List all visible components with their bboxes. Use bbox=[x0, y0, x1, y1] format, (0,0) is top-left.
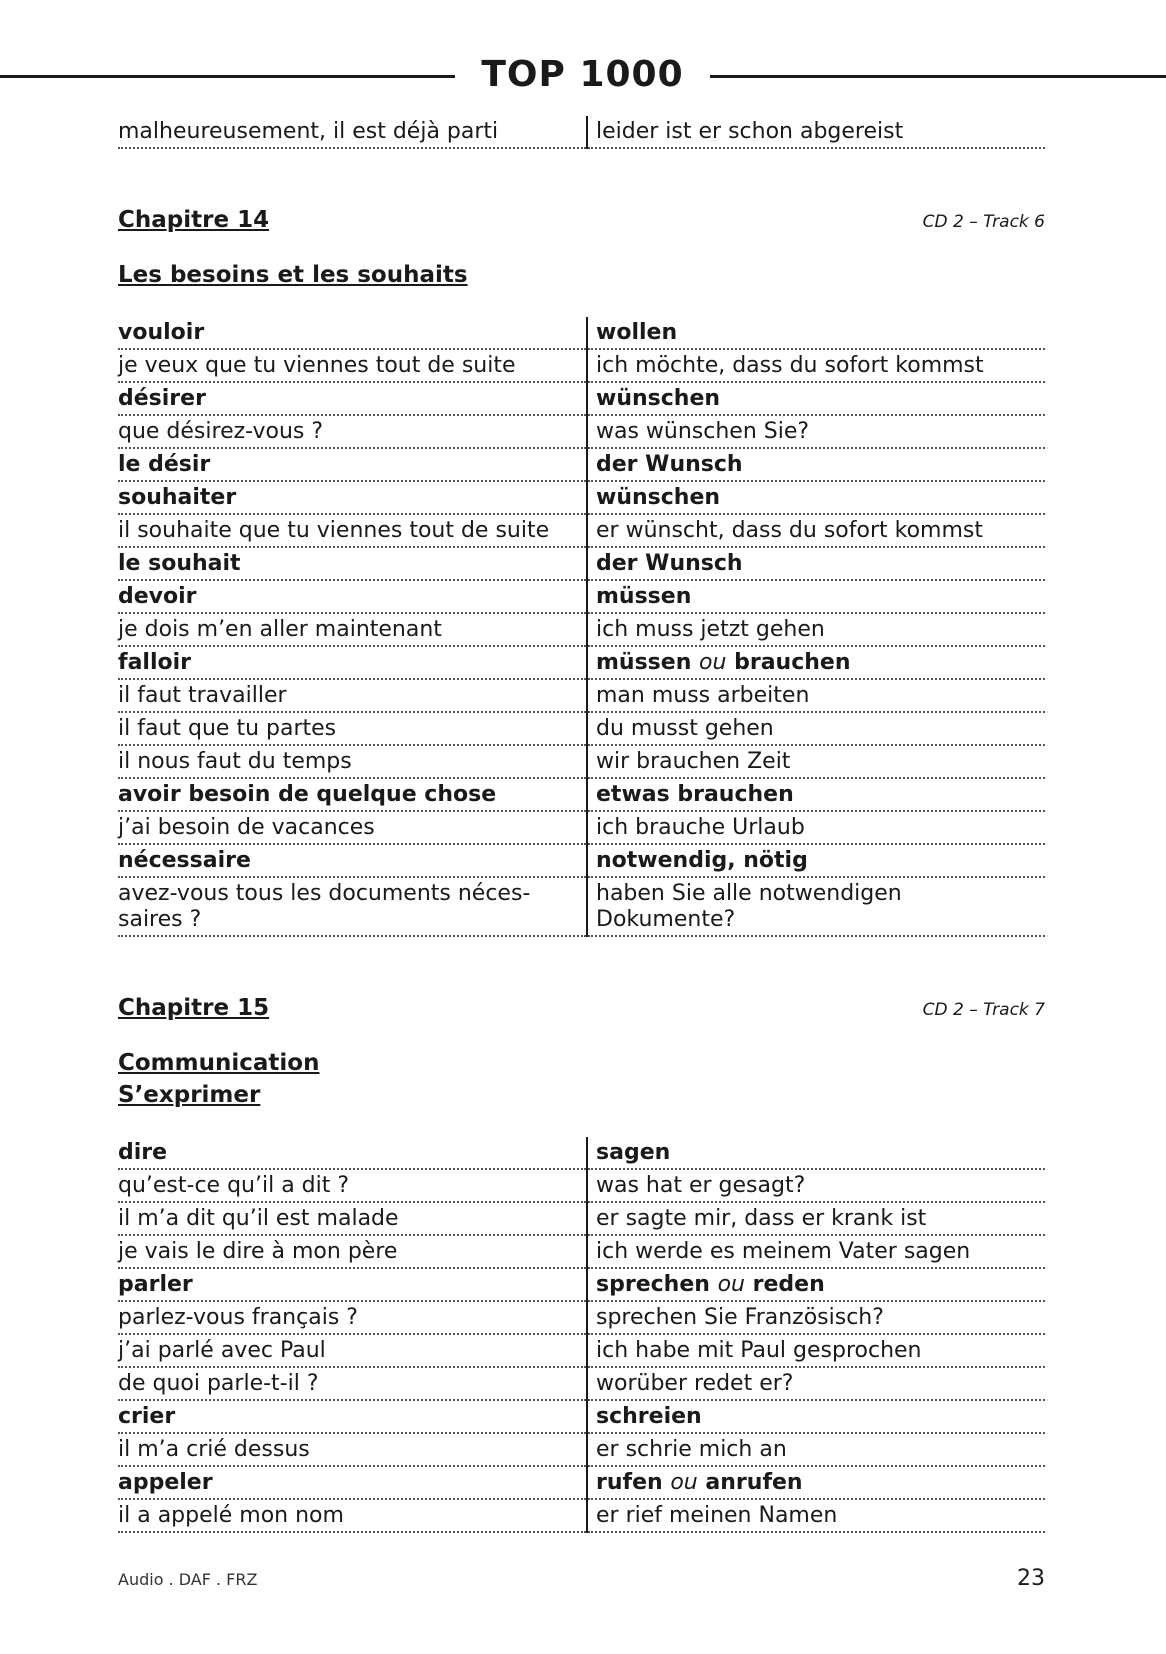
vocab-row bbox=[118, 712, 1045, 745]
chapter-15-title: Communication bbox=[118, 1050, 320, 1076]
french-term: crier bbox=[118, 1400, 587, 1433]
vocab-table-intro bbox=[118, 116, 1045, 149]
french-term: je dois m’en aller maintenant bbox=[118, 613, 587, 646]
french-term: le souhait bbox=[118, 547, 587, 580]
german-term: schreien bbox=[587, 1400, 1045, 1433]
vocab-row bbox=[118, 514, 1045, 547]
german-term: er wünscht, dass du sofort kommst bbox=[587, 514, 1045, 547]
french-term: il faut que tu partes bbox=[118, 712, 587, 745]
french-term: il m’a crié dessus bbox=[118, 1433, 587, 1466]
vocab-row bbox=[118, 1235, 1045, 1268]
german-term: du musst gehen bbox=[587, 712, 1045, 745]
german-word: müssen bbox=[596, 650, 692, 675]
german-term: was hat er gesagt? bbox=[587, 1169, 1045, 1202]
french-term: parlez-vous français ? bbox=[118, 1301, 587, 1334]
french-term: je veux que tu viennes tout de suite bbox=[118, 349, 587, 382]
vocab-row bbox=[118, 1367, 1045, 1400]
french-term: j’ai parlé avec Paul bbox=[118, 1334, 587, 1367]
french-term: appeler bbox=[118, 1466, 587, 1499]
vocab-row bbox=[118, 1202, 1045, 1235]
vocab-row bbox=[118, 1169, 1045, 1202]
french-term: avez-vous tous les documents néces-saires ? bbox=[118, 877, 587, 936]
french-term: il souhaite que tu viennes tout de suite bbox=[118, 514, 587, 547]
vocab-row bbox=[118, 1301, 1045, 1334]
german-term: wollen bbox=[587, 317, 1045, 349]
german-term: man muss arbeiten bbox=[587, 679, 1045, 712]
german-term: sprechen Sie Französisch? bbox=[587, 1301, 1045, 1334]
vocab-table-chapter-14 bbox=[118, 317, 1045, 937]
french-term: vouloir bbox=[118, 317, 587, 349]
german-term: haben Sie alle notwendigen Dokumente? bbox=[587, 877, 1045, 936]
vocab-row bbox=[118, 613, 1045, 646]
french-term: que désirez-vous ? bbox=[118, 415, 587, 448]
footer-source: Audio . DAF . FRZ bbox=[118, 1570, 258, 1589]
german-term: wünschen bbox=[587, 481, 1045, 514]
vocab-row bbox=[118, 646, 1045, 679]
french-term: dire bbox=[118, 1137, 587, 1169]
page-number: 23 bbox=[1017, 1566, 1045, 1591]
chapter-15-label: Chapitre 15 bbox=[118, 995, 270, 1021]
german-term bbox=[587, 646, 1045, 679]
page-header bbox=[0, 50, 1166, 100]
chapter-14-title: Les besoins et les souhaits bbox=[118, 262, 468, 288]
vocab-row bbox=[118, 547, 1045, 580]
german-term: notwendig, nötig bbox=[587, 844, 1045, 877]
header-rule-left bbox=[0, 75, 455, 78]
french-term: il faut travailler bbox=[118, 679, 587, 712]
chapter-15-subtitle: S’exprimer bbox=[118, 1082, 261, 1108]
vocab-row bbox=[118, 580, 1045, 613]
vocab-table-chapter-15 bbox=[118, 1137, 1045, 1533]
vocab-row bbox=[118, 1499, 1045, 1532]
french-term: nécessaire bbox=[118, 844, 587, 877]
vocab-row bbox=[118, 778, 1045, 811]
french-term: devoir bbox=[118, 580, 587, 613]
chapter-15-track: CD 2 – Track 7 bbox=[922, 1000, 1045, 1020]
conjunction-word: ou bbox=[670, 1470, 698, 1495]
header-rule-right bbox=[710, 75, 1166, 78]
german-term: worüber redet er? bbox=[587, 1367, 1045, 1400]
german-term: ich muss jetzt gehen bbox=[587, 613, 1045, 646]
german-term: der Wunsch bbox=[587, 547, 1045, 580]
vocab-row bbox=[118, 415, 1045, 448]
german-word: brauchen bbox=[734, 650, 851, 675]
vocab-row bbox=[118, 679, 1045, 712]
chapter-15-heading bbox=[118, 995, 1045, 1021]
german-word: anrufen bbox=[705, 1470, 803, 1495]
german-term: ich habe mit Paul gesprochen bbox=[587, 1334, 1045, 1367]
vocab-row bbox=[118, 1137, 1045, 1169]
conjunction-word: ou bbox=[717, 1272, 745, 1297]
vocab-row bbox=[118, 1334, 1045, 1367]
french-term: désirer bbox=[118, 382, 587, 415]
german-term: er sagte mir, dass er krank ist bbox=[587, 1202, 1045, 1235]
german-term: der Wunsch bbox=[587, 448, 1045, 481]
french-term: qu’est-ce qu’il a dit ? bbox=[118, 1169, 587, 1202]
french-term: parler bbox=[118, 1268, 587, 1301]
french-term: il m’a dit qu’il est malade bbox=[118, 1202, 587, 1235]
chapter-14-label: Chapitre 14 bbox=[118, 207, 270, 233]
vocab-row bbox=[118, 1268, 1045, 1301]
conjunction-word: ou bbox=[699, 650, 727, 675]
vocab-row bbox=[118, 877, 1045, 936]
vocab-row bbox=[118, 317, 1045, 349]
vocab-row bbox=[118, 448, 1045, 481]
german-word: rufen bbox=[596, 1470, 663, 1495]
chapter-14-track: CD 2 – Track 6 bbox=[922, 212, 1045, 232]
french-term: il a appelé mon nom bbox=[118, 1499, 587, 1532]
french-term: souhaiter bbox=[118, 481, 587, 514]
german-term: ich möchte, dass du sofort kommst bbox=[587, 349, 1045, 382]
french-term: le désir bbox=[118, 448, 587, 481]
german-term: ich brauche Urlaub bbox=[587, 811, 1045, 844]
vocab-row bbox=[118, 1400, 1045, 1433]
german-term: er rief meinen Namen bbox=[587, 1499, 1045, 1532]
german-term: er schrie mich an bbox=[587, 1433, 1045, 1466]
chapter-14-heading bbox=[118, 207, 1045, 233]
vocab-row bbox=[118, 745, 1045, 778]
vocab-row bbox=[118, 844, 1045, 877]
vocab-row bbox=[118, 382, 1045, 415]
german-term: was wünschen Sie? bbox=[587, 415, 1045, 448]
french-term: il nous faut du temps bbox=[118, 745, 587, 778]
german-term: müssen bbox=[587, 580, 1045, 613]
german-term: wir brauchen Zeit bbox=[587, 745, 1045, 778]
german-term: leider ist er schon abgereist bbox=[587, 116, 1045, 148]
vocab-row bbox=[118, 811, 1045, 844]
french-term: je vais le dire à mon père bbox=[118, 1235, 587, 1268]
vocab-row bbox=[118, 1466, 1045, 1499]
vocab-row bbox=[118, 116, 1045, 148]
german-term: ich werde es meinem Vater sagen bbox=[587, 1235, 1045, 1268]
header-title: TOP 1000 bbox=[481, 54, 684, 95]
german-term bbox=[587, 1466, 1045, 1499]
french-term: j’ai besoin de vacances bbox=[118, 811, 587, 844]
german-term: wünschen bbox=[587, 382, 1045, 415]
german-term: etwas brauchen bbox=[587, 778, 1045, 811]
page-footer bbox=[118, 1566, 1045, 1591]
german-word: sprechen bbox=[596, 1272, 710, 1297]
vocab-row bbox=[118, 349, 1045, 382]
german-word: reden bbox=[752, 1272, 825, 1297]
french-term: de quoi parle-t-il ? bbox=[118, 1367, 587, 1400]
vocab-row bbox=[118, 1433, 1045, 1466]
german-term: sagen bbox=[587, 1137, 1045, 1169]
french-term: falloir bbox=[118, 646, 587, 679]
page-content bbox=[118, 116, 1045, 1533]
french-term: malheureusement, il est déjà parti bbox=[118, 116, 587, 148]
german-term bbox=[587, 1268, 1045, 1301]
french-term: avoir besoin de quelque chose bbox=[118, 778, 587, 811]
vocab-row bbox=[118, 481, 1045, 514]
